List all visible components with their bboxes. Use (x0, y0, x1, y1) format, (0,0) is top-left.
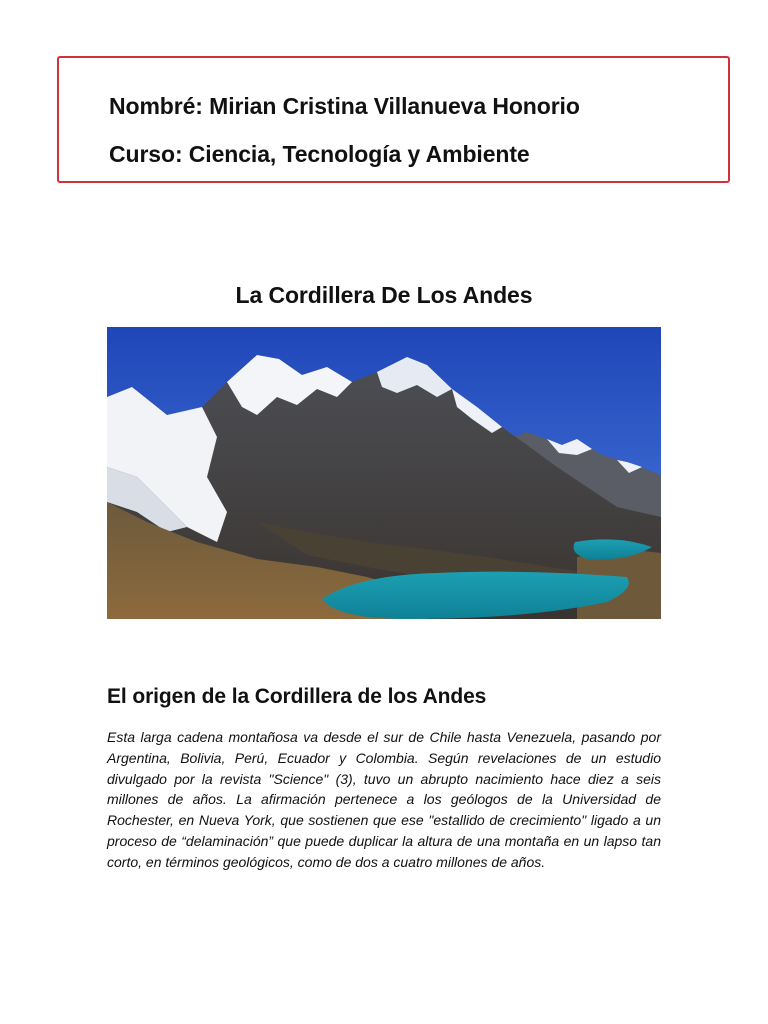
header-box (57, 56, 730, 183)
section-heading: El origen de la Cordillera de los Andes (107, 685, 487, 708)
andes-mountain-photo (107, 327, 661, 619)
mountain-landscape-illustration (107, 327, 661, 619)
student-name: Nombré: Mirian Cristina Villanueva Honorio (109, 93, 580, 119)
course-name: Curso: Ciencia, Tecnología y Ambiente (109, 141, 530, 167)
section-paragraph: Esta larga cadena montañosa va desde el sur de Chile hasta Venezuela, pasando por Argentina, Bolivia, Perú, Ecuador y Colombia. Según revelaciones de un estudio divulgado por la revista "Science" (3), tuvo un abrupto nacimiento hace diez a seis millones de años. La afirmación pertenece a los geólogos de la Universidad de Rochester, en Nueva York, que sostienen que ese "estallido de crecimiento" ligado a un proceso de “delaminación” que puede duplicar la altura de una montaña en un lapso tan corto, en términos geológicos, como de dos a cuatro millones de años. (107, 729, 661, 870)
page-title: La Cordillera De Los Andes (235, 282, 533, 308)
